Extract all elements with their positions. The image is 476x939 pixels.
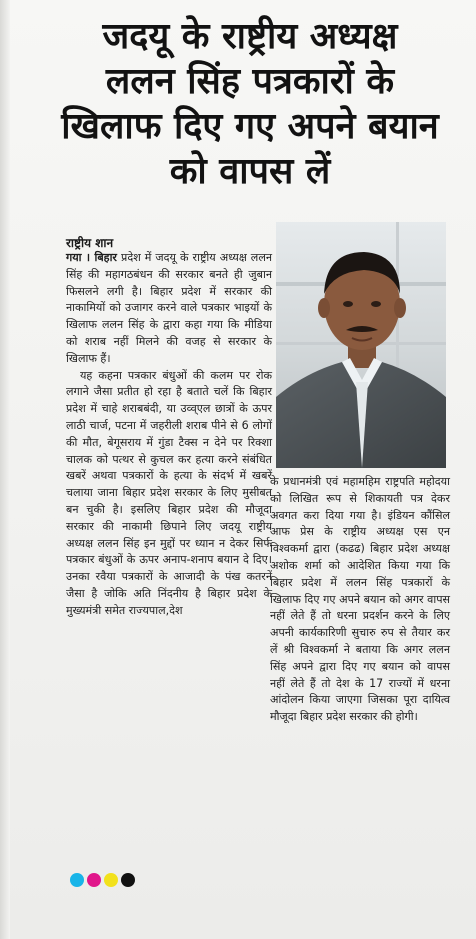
registration-dot-yellow <box>104 873 118 887</box>
article-paragraph-1 <box>66 250 272 368</box>
article-column-left <box>66 250 272 620</box>
headline-line-1: जदयू के राष्ट्रीय अध्यक्ष <box>102 16 398 57</box>
paragraph-1-text: प्रदेश में जदयू के राष्ट्रीय अध्यक्ष ललन सिंह की महागठबंधन की सरकार बनते ही जुबान फिसलने लगी है। बिहार प्रदेश में सरकार की नाकामियों को उजागर करने वाले पत्रकार भाइयों के खिलाफ ललन सिंह के द्वारा कहा गया कि मीडिया को शराब नहीं मिलने की वजह से सरकार के खिलाफ हैं। <box>66 251 272 365</box>
registration-dot-black <box>121 873 135 887</box>
portrait-illustration <box>276 222 446 468</box>
article-column-right <box>270 474 450 726</box>
registration-dot-cyan <box>70 873 84 887</box>
byline: राष्ट्रीय शान <box>66 236 114 250</box>
headline <box>40 14 460 194</box>
page-edge-shadow <box>0 0 10 939</box>
headline-line-2: ललन सिंह पत्रकारों के <box>105 61 395 102</box>
article-paragraph-3: के प्रधानमंत्री एवं महामहिम राष्ट्रपति महोदया को लिखित रूप से शिकायती पत्र देकर अवगत करा दिया गया है। इंडियन कौंसिल आफ प्रेस के राष्ट्रीय अध्यक्ष एस एन विश्वकर्मा द्वारा (कढढ) बिहार प्रदेश अध्यक्ष अशोक शर्मा को आदेशित किया गया कि बिहार प्रदेश में ललन सिंह पत्रकारों के खिलाफ दिए गए अपने बयान को अगर वापस नहीं लेते हैं तो धरना प्रदर्शन करने के लिए अपनी कार्यकारिणी सुचारु रुप से तैयार कर लें श्री विश्वकर्मा ने बताया कि अगर ललन सिंह अपने द्वारा दिए गए बयान को वापस नहीं लेते हैं तो देश के 17 राज्यों में धरना आंदोलन किया जाएगा जिसका पूरा दायित्व मौजूदा बिहार प्रदेश सरकार की होगी। <box>270 475 450 724</box>
headline-line-3: खिलाफ दिए गए अपने बयान <box>61 106 439 147</box>
headline-line-4: को वापस लें <box>169 151 331 192</box>
dateline: गया । बिहार <box>66 251 117 264</box>
registration-dot-magenta <box>87 873 101 887</box>
article-paragraph-2: यह कहना पत्रकार बंधुओं की कलम पर रोक लगाने जैसा प्रतीत हो रहा है बताते चलें कि बिहार प्रदेश में चाहे शराबबंदी, या उव्व्एल छात्रों के ऊपर लाठी चार्ज, पटना में जहरीली शराब पीने से 6 लोगों की मौत, बेगूसराय में गुंडा टैक्स न देने पर रिक्शा चालक को पत्थर से कुचल कर हत्या करने संबंधित खबरें अथवा पत्रकारों के हत्या के संदर्भ में खबरें चलाया जाना बिहार प्रदेश सरकार के लिए मुसीबत बन चुकी है। इसलिए बिहार प्रदेश की मौजूदा सरकार की नाकामी छिपाने लिए जदयू राष्ट्रीय अध्यक्ष ललन सिंह इन मुद्दों पर ध्यान न देकर सिर्फ पत्रकार बंधुओं के ऊपर अनाप-शनाप बयान दे दिए।उनका रवैया पत्रकारों के आजादी के पंख कतरनें जैसा है जोकि अति निंदनीय है बिहार प्रदेश के मुख्यमंत्री समेत राज्यपाल,देश <box>66 368 272 617</box>
portrait-photo-icon <box>276 222 446 468</box>
print-registration-marks <box>70 873 135 887</box>
